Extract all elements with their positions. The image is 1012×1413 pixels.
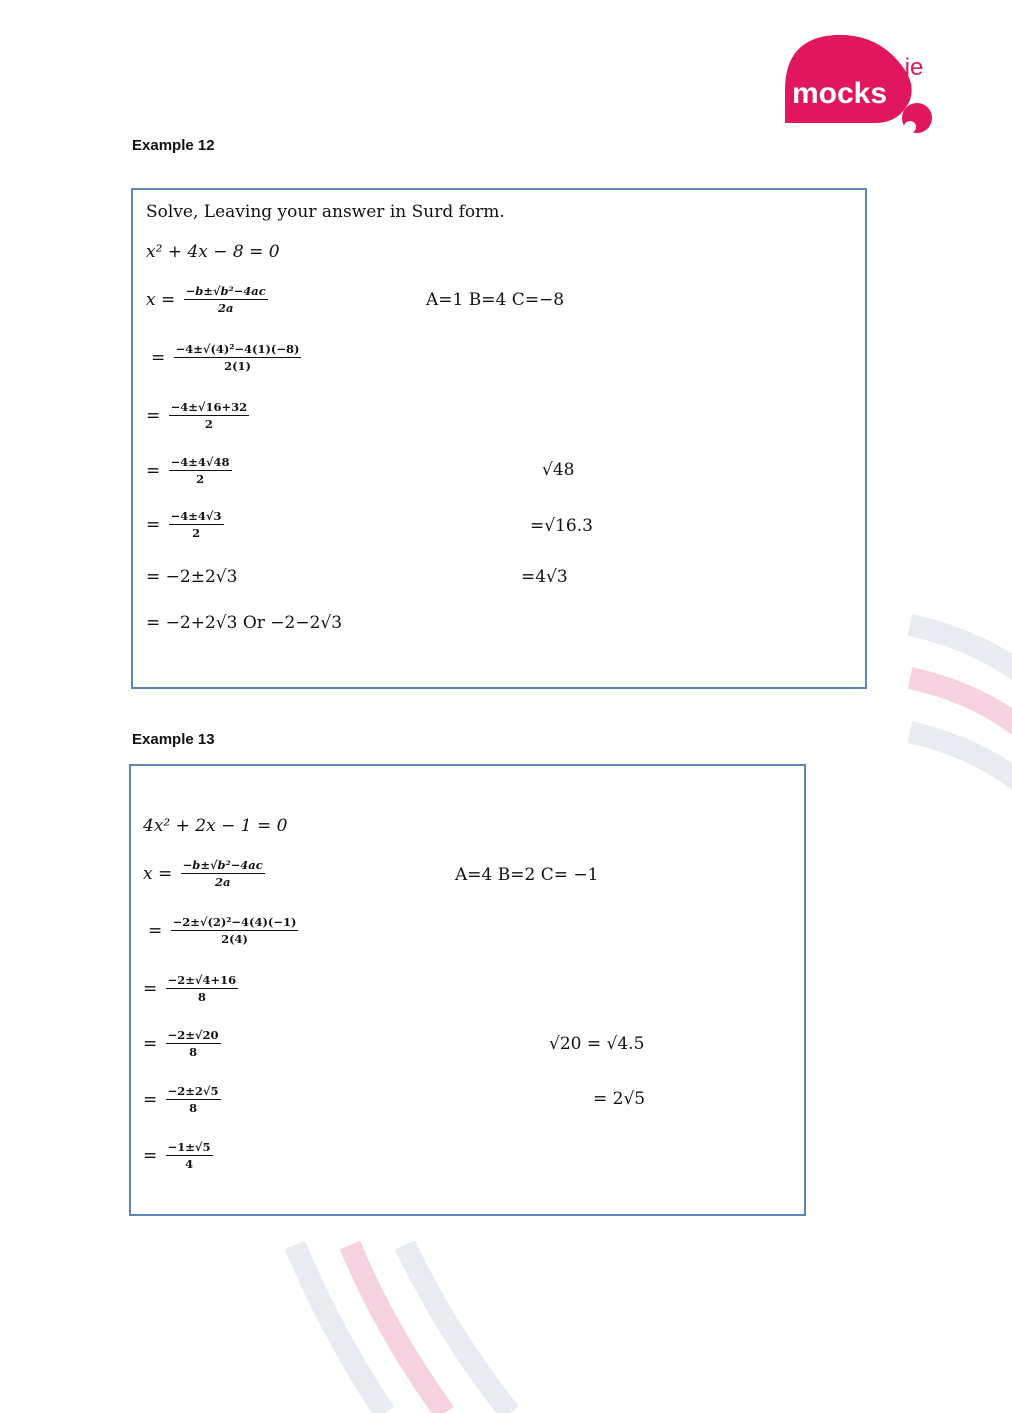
fraction-numerator: −4±√(4)²−4(1)(−8): [175, 342, 300, 356]
equals-sign: =: [146, 405, 161, 426]
fraction-denominator: 2a: [217, 301, 234, 315]
equals-sign: =: [143, 1089, 158, 1110]
speech-bubble-logo: [780, 30, 945, 135]
step-line: [151, 342, 301, 373]
equals-sign: =: [151, 347, 166, 368]
step-line: = −2±2√3: [146, 567, 238, 587]
step-fraction: [166, 1084, 221, 1115]
fraction-denominator: 2(4): [221, 932, 248, 946]
step-fraction: [166, 973, 238, 1004]
fraction-numerator: −4±√16+32: [170, 400, 248, 414]
example-13-box: [129, 764, 806, 1216]
fraction-numerator: −4±4√3: [170, 509, 222, 523]
step-fraction: [169, 509, 224, 540]
fraction-numerator: −b±√b²−4ac: [185, 284, 266, 298]
fraction-numerator: −4±4√48: [170, 455, 230, 469]
fraction-denominator: 8: [189, 1045, 198, 1059]
example-13-heading: Example 13: [132, 731, 215, 748]
svg-text:mocks: mocks: [792, 77, 888, 110]
quadratic-equation: x² + 4x − 8 = 0: [146, 242, 280, 262]
equals-sign: =: [143, 978, 158, 999]
equals-sign: =: [148, 920, 163, 941]
side-working: = 2√5: [593, 1089, 646, 1109]
fraction-denominator: 2(1): [224, 359, 251, 373]
fraction-numerator: −2±√20: [167, 1028, 219, 1042]
step-fraction: [171, 915, 299, 946]
fraction-denominator: 8: [197, 990, 206, 1004]
example-12-box: [131, 188, 867, 689]
step-line: [148, 915, 298, 946]
formula-fraction: [184, 284, 268, 315]
example-12-heading: Example 12: [132, 137, 215, 154]
step-fraction: [174, 342, 302, 373]
formula-lhs: x =: [146, 289, 176, 310]
fraction-numerator: −2±2√5: [167, 1084, 219, 1098]
formula-lhs: x =: [143, 863, 173, 884]
step-line: [146, 509, 224, 540]
step-fraction: [169, 400, 249, 431]
step-line: [146, 400, 249, 431]
fraction-numerator: −1±√5: [167, 1140, 211, 1154]
fraction-denominator: 2: [204, 417, 213, 431]
equals-sign: =: [146, 514, 161, 535]
final-answer: = −2+2√3 Or −2−2√3: [146, 613, 343, 633]
coefficients: A=4 B=2 C= −1: [455, 865, 599, 885]
fraction-denominator: 2a: [214, 875, 231, 889]
fraction-denominator: 2: [196, 472, 205, 486]
coefficients: A=1 B=4 C=−8: [426, 290, 565, 310]
equals-sign: =: [143, 1145, 158, 1166]
fraction-numerator: −2±√4+16: [167, 973, 237, 987]
formula-fraction: [181, 858, 265, 889]
quadratic-equation: 4x² + 2x − 1 = 0: [143, 816, 288, 836]
equals-sign: =: [146, 460, 161, 481]
fraction-denominator: 8: [189, 1101, 198, 1115]
step-line: [143, 1140, 213, 1171]
step-line: [143, 1028, 221, 1059]
step-fraction: [166, 1028, 221, 1059]
formula-line: [146, 284, 268, 315]
step-line: [143, 1084, 221, 1115]
instruction-text: Solve, Leaving your answer in Surd form.: [146, 202, 505, 222]
fraction-denominator: 2: [192, 526, 201, 540]
step-fraction: [166, 1140, 213, 1171]
side-working: √20 = √4.5: [549, 1034, 645, 1054]
fraction-numerator: −b±√b²−4ac: [182, 858, 263, 872]
side-working: =4√3: [521, 567, 568, 587]
fraction-denominator: 4: [185, 1157, 194, 1171]
step-line: [143, 973, 238, 1004]
side-working: √48: [542, 460, 575, 480]
formula-line: [143, 858, 265, 889]
step-fraction: [169, 455, 232, 486]
step-line: [146, 455, 232, 486]
fraction-numerator: −2±√(2)²−4(4)(−1): [172, 915, 297, 929]
equals-sign: =: [143, 1033, 158, 1054]
side-working: =√16.3: [530, 516, 593, 536]
svg-text:.ie: .ie: [898, 54, 924, 81]
